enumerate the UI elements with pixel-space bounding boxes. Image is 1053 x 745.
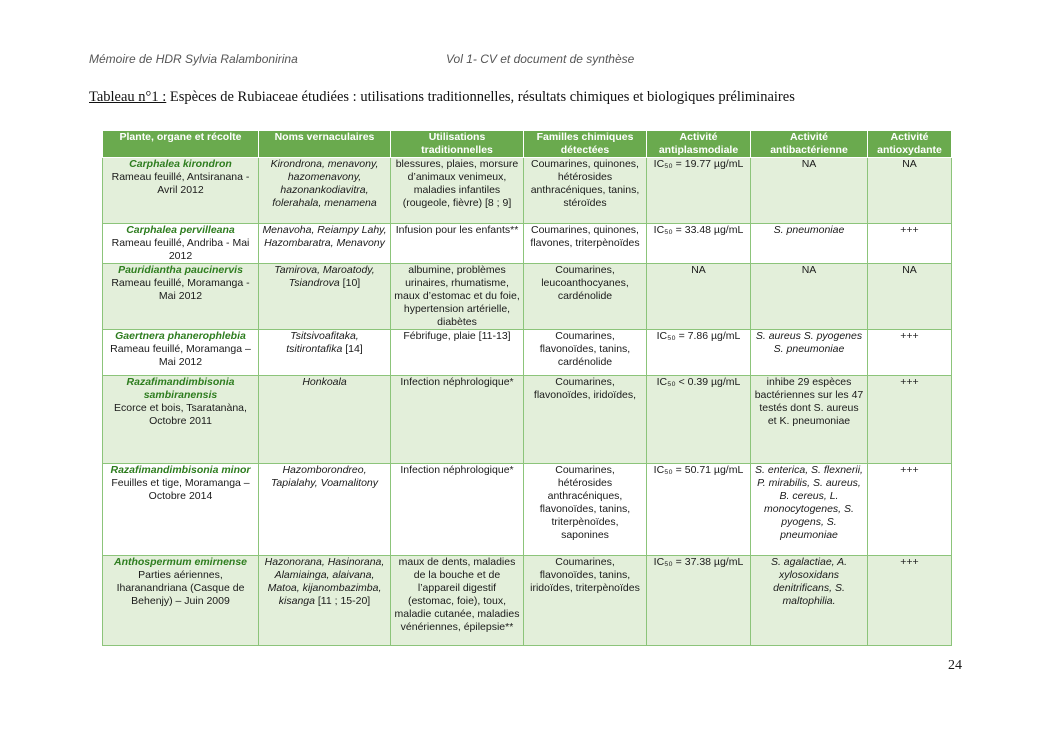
running-header-left: Mémoire de HDR Sylvia Ralambonirina — [89, 52, 298, 66]
cell-chemistry: Coumarines, leucoanthocyanes, cardénolide — [524, 264, 647, 330]
cell-antibacterial: S. pneumoniae — [751, 224, 868, 264]
cell-plant — [103, 264, 259, 330]
col-header-vernacular: Noms vernaculaires — [259, 131, 391, 158]
cell-chemistry: Coumarines, flavonoïdes, tanins, cardénolide — [524, 330, 647, 376]
collection-info: Ecorce et bois, Tsaratanàna, Octobre 2011 — [114, 402, 247, 427]
cell-plant — [103, 224, 259, 264]
cell-vernacular — [259, 224, 391, 264]
table-row — [103, 330, 952, 376]
cell-antibacterial: S. enterica, S. flexnerii, P. mirabilis, S. aureus, B. cereus, L. monocytogenes, S. pyogens, S. pneumoniae — [751, 464, 868, 556]
col-header-antiplasmodial: Activité antiplasmodiale — [647, 131, 751, 158]
table-row — [103, 464, 952, 556]
cell-vernacular — [259, 264, 391, 330]
cell-antioxidant: NA — [868, 264, 952, 330]
vernacular-ref: [10] — [339, 277, 361, 289]
cell-uses: Fébrifuge, plaie [11-13] — [391, 330, 524, 376]
vernacular-names: Hazomborondreo, Tapialahy, Voamalitony — [270, 464, 378, 489]
cell-antibacterial: inhibe 29 espèces bactériennes sur les 47 testés dont S. aureus et K. pneumoniae — [751, 376, 868, 464]
cell-uses: Infusion pour les enfants** — [391, 224, 524, 264]
cell-uses: maux de dents, maladies de la bouche et de l’appareil digestif (estomac, foie), toux, maladie cutanée, maladies vénériennes, épilepsie** — [391, 556, 524, 646]
cell-antiplasmodial: IC₅₀ = 7.86 µg/mL — [647, 330, 751, 376]
species-name: Pauridiantha paucinervis — [118, 264, 243, 276]
cell-vernacular — [259, 376, 391, 464]
table-header-row — [103, 131, 952, 158]
table-row — [103, 556, 952, 646]
cell-uses: Infection néphrologique* — [391, 376, 524, 464]
cell-chemistry: Coumarines, hétérosides anthracéniques, flavonoïdes, tanins, triterpènoïdes, saponines — [524, 464, 647, 556]
cell-antiplasmodial: IC₅₀ = 37.38 µg/mL — [647, 556, 751, 646]
table-row — [103, 158, 952, 224]
cell-antibacterial: NA — [751, 264, 868, 330]
cell-plant — [103, 158, 259, 224]
cell-antiplasmodial: IC₅₀ = 33.48 µg/mL — [647, 224, 751, 264]
cell-antiplasmodial: IC₅₀ = 50.71 µg/mL — [647, 464, 751, 556]
species-name: Gaertnera phanerophlebia — [115, 330, 246, 342]
vernacular-names: Hazonorana, Hasinorana, Alamiainga, alaivana, Matoa, kijanombazimba, kisanga — [264, 556, 385, 607]
collection-info: Rameau feuillé, Moramanga - Mai 2012 — [111, 277, 250, 302]
collection-info: Rameau feuillé, Andriba - Mai 2012 — [111, 237, 250, 262]
cell-antioxidant: +++ — [868, 376, 952, 464]
collection-info: Rameau feuillé, Antsiranana - Avril 2012 — [111, 171, 250, 196]
collection-info: Parties aériennes, Iharanandriana (Casque de Behenjy) – Juin 2009 — [116, 569, 245, 607]
cell-plant — [103, 376, 259, 464]
collection-info: Rameau feuillé, Moramanga – Mai 2012 — [110, 343, 251, 368]
vernacular-ref: [14] — [342, 343, 363, 355]
species-name: Carphalea pervilleana — [126, 224, 235, 236]
collection-info: Feuilles et tige, Moramanga – Octobre 2014 — [111, 477, 250, 502]
col-header-antibacterial: Activité antibactérienne — [751, 131, 868, 158]
table-row — [103, 264, 952, 330]
vernacular-names: Kirondrona, menavony, hazomenavony, hazonankodiavitra, folerahala, menamena — [270, 158, 379, 209]
col-header-chemistry: Familles chimiques détectées — [524, 131, 647, 158]
vernacular-names: Tamirova, Maroatody, Tsiandrova — [274, 264, 375, 289]
species-name: Carphalea kirondron — [129, 158, 232, 170]
vernacular-names: Menavoha, Reiampy Lahy, Hazombaratra, Menavony — [262, 224, 387, 249]
caption-label: Tableau n°1 : — [89, 89, 167, 105]
cell-plant — [103, 330, 259, 376]
cell-antiplasmodial: NA — [647, 264, 751, 330]
table-row — [103, 224, 952, 264]
cell-antibacterial: S. aureus S. pyogenes S. pneumoniae — [751, 330, 868, 376]
vernacular-names: Tsitsivoafitaka, tsitirontafika — [286, 330, 359, 355]
cell-vernacular — [259, 158, 391, 224]
cell-plant — [103, 556, 259, 646]
col-header-plant: Plante, organe et récolte — [103, 131, 259, 158]
cell-uses: albumine, problèmes urinaires, rhumatisme, maux d’estomac et du foie, hypertension artérielle, diabètes — [391, 264, 524, 330]
cell-antibacterial: S. agalactiae, A. xylosoxidans denitrificans, S. maltophilia. — [751, 556, 868, 646]
cell-antiplasmodial: IC₅₀ = 19.77 µg/mL — [647, 158, 751, 224]
cell-uses: blessures, plaies, morsure d’animaux venimeux, maladies infantiles (rougeole, fièvre) [8 ; 9] — [391, 158, 524, 224]
cell-antioxidant: +++ — [868, 464, 952, 556]
species-table — [102, 130, 952, 646]
cell-antiplasmodial: IC₅₀ < 0.39 µg/mL — [647, 376, 751, 464]
cell-chemistry: Coumarines, flavonoïdes, tanins, iridoïdes, triterpènoïdes — [524, 556, 647, 646]
species-name: Anthospermum emirnense — [113, 556, 248, 568]
cell-plant — [103, 464, 259, 556]
cell-chemistry: Coumarines, flavonoïdes, iridoïdes, — [524, 376, 647, 464]
caption-text: Espèces de Rubiaceae étudiées : utilisations traditionnelles, résultats chimiques et biologiques préliminaires — [166, 89, 795, 105]
cell-vernacular — [259, 556, 391, 646]
cell-vernacular — [259, 464, 391, 556]
running-header-right: Vol 1- CV et document de synthèse — [446, 52, 635, 66]
cell-uses: Infection néphrologique* — [391, 464, 524, 556]
cell-antioxidant: +++ — [868, 330, 952, 376]
table-row — [103, 376, 952, 464]
cell-antibacterial: NA — [751, 158, 868, 224]
vernacular-ref: [11 ; 15-20] — [314, 595, 371, 607]
page-number: 24 — [948, 658, 962, 673]
cell-antioxidant: NA — [868, 158, 952, 224]
vernacular-names: Honkoala — [302, 376, 347, 388]
col-header-uses: Utilisations traditionnelles — [391, 131, 524, 158]
cell-chemistry: Coumarines, quinones, hétérosides anthracéniques, tanins, stéroïdes — [524, 158, 647, 224]
cell-vernacular — [259, 330, 391, 376]
table-caption — [89, 89, 795, 106]
cell-antioxidant: +++ — [868, 224, 952, 264]
species-name: Razafimandimbisonia sambiranensis — [126, 376, 235, 401]
cell-chemistry: Coumarines, quinones, flavones, triterpènoïdes — [524, 224, 647, 264]
cell-antioxidant: +++ — [868, 556, 952, 646]
col-header-antioxidant: Activité antioxydante — [868, 131, 952, 158]
species-name: Razafimandimbisonia minor — [110, 464, 251, 476]
